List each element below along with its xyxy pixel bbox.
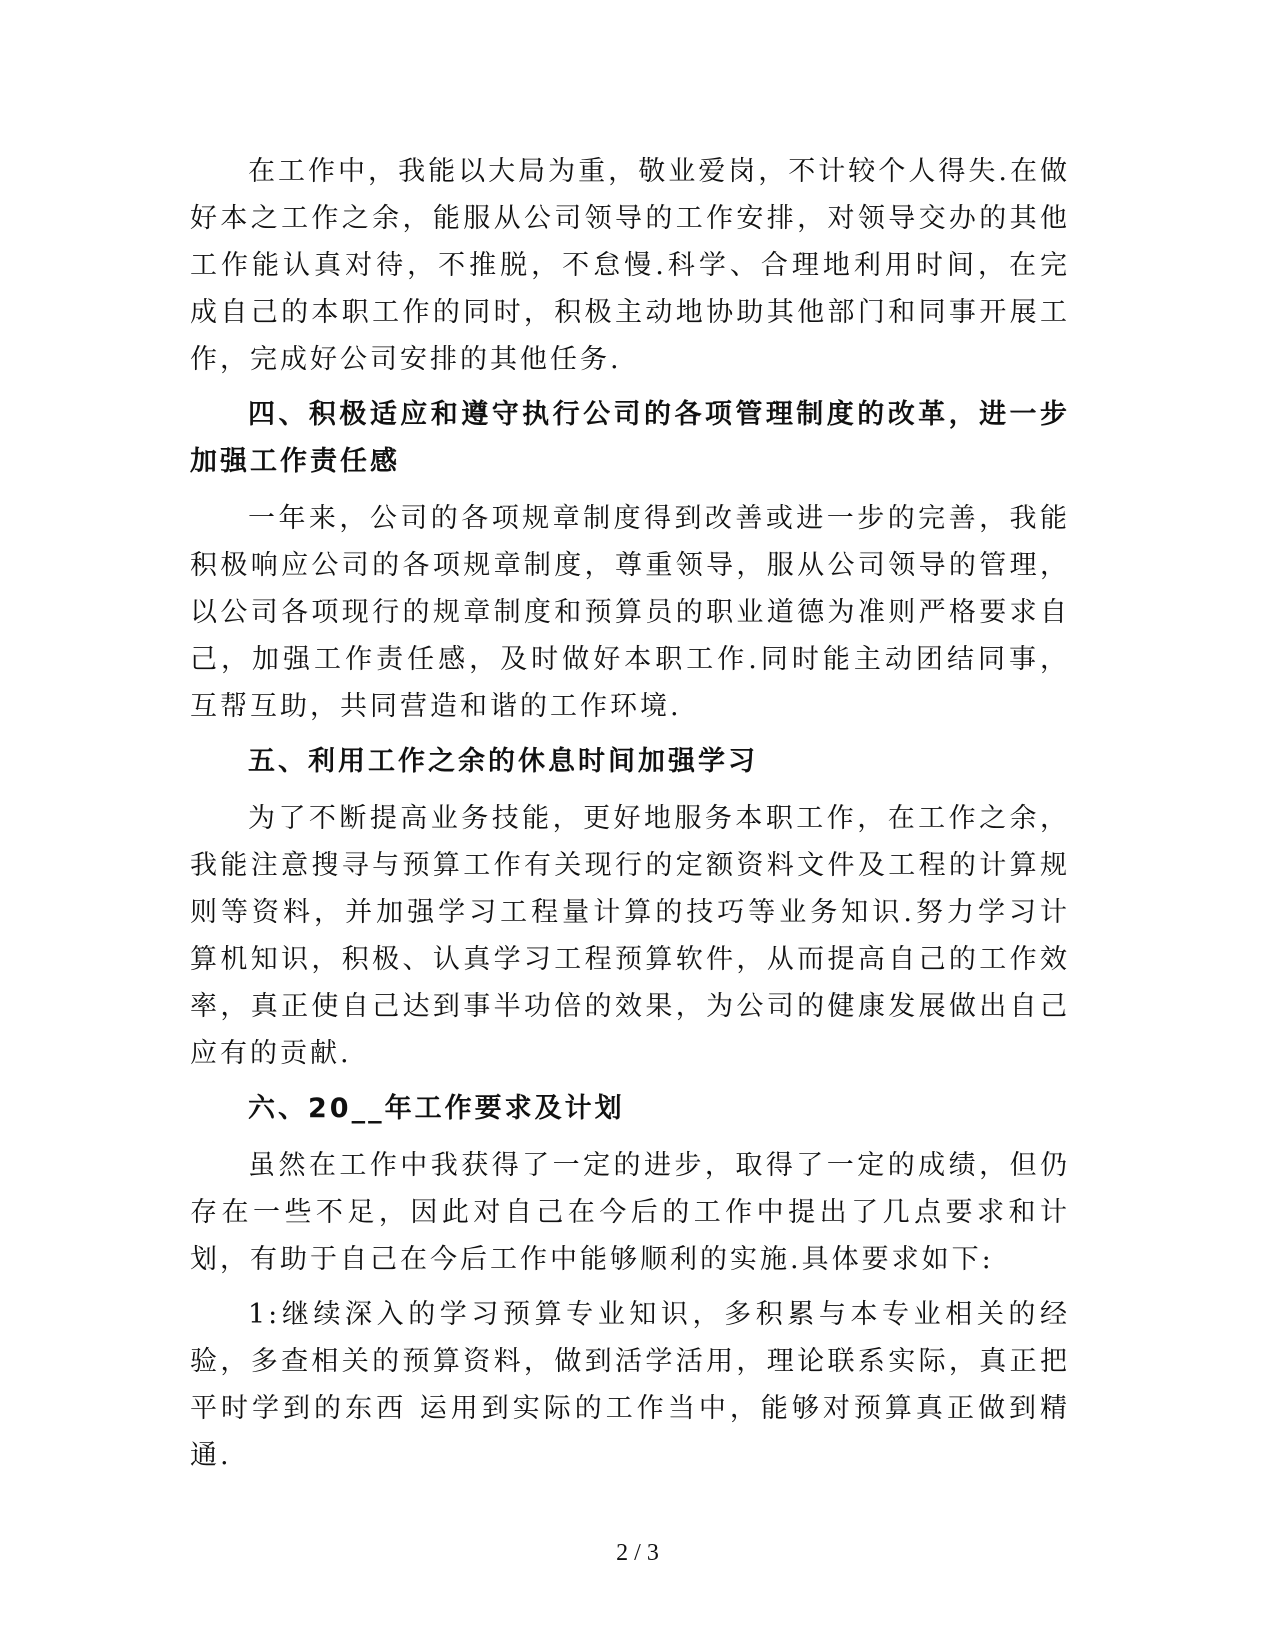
page-number: 2 / 3 — [616, 1540, 659, 1566]
section-heading-6: 六、20__年工作要求及计划 — [248, 1093, 625, 1124]
document-body — [190, 148, 1070, 1487]
paragraph-work-attitude: 在工作中，我能以大局为重，敬业爱岗，不计较个人得失.在做好本之工作之余，能服从公司领导的工作安排，对领导交办的其他工作能认真对待，不推脱，不怠慢.科学、合理地利用时间，在完成自己的本职工作的同时，积极主动地协助其他部门和同事开展工作，完成好公司安排的其他任务. — [190, 156, 1070, 375]
paragraph-plan-item-1: 1:继续深入的学习预算专业知识，多积累与本专业相关的经验，多查相关的预算资料，做到活学活用，理论联系实际，真正把平时学到的东西 运用到实际的工作当中，能够对预算真正做到精通. — [190, 1299, 1070, 1471]
section-heading-4: 四、积极适应和遵守执行公司的各项管理制度的改革，进一步加强工作责任感 — [190, 399, 1070, 477]
paragraph-rules-compliance: 一年来，公司的各项规章制度得到改善或进一步的完善，我能积极响应公司的各项规章制度，尊重领导，服从公司领导的管理，以公司各项现行的规章制度和预算员的职业道德为准则严格要求自己，加强工作责任感，及时做好本职工作.同时能主动团结同事，互帮互助，共同营造和谐的工作环境. — [190, 503, 1070, 722]
paragraph-study: 为了不断提高业务技能，更好地服务本职工作，在工作之余，我能注意搜寻与预算工作有关现行的定额资料文件及工程的计算规则等资料，并加强学习工程量计算的技巧等业务知识.努力学习计算机知识，积极、认真学习工程预算软件，从而提高自己的工作效率，真正使自己达到事半功倍的效果，为公司的健康发展做出自己应有的贡献. — [190, 803, 1070, 1069]
section-heading-5: 五、利用工作之余的休息时间加强学习 — [248, 746, 758, 777]
paragraph-plan-intro: 虽然在工作中我获得了一定的进步，取得了一定的成绩，但仍存在一些不足，因此对自己在今后的工作中提出了几点要求和计划，有助于自己在今后工作中能够顺利的实施.具体要求如下: — [190, 1150, 1070, 1275]
